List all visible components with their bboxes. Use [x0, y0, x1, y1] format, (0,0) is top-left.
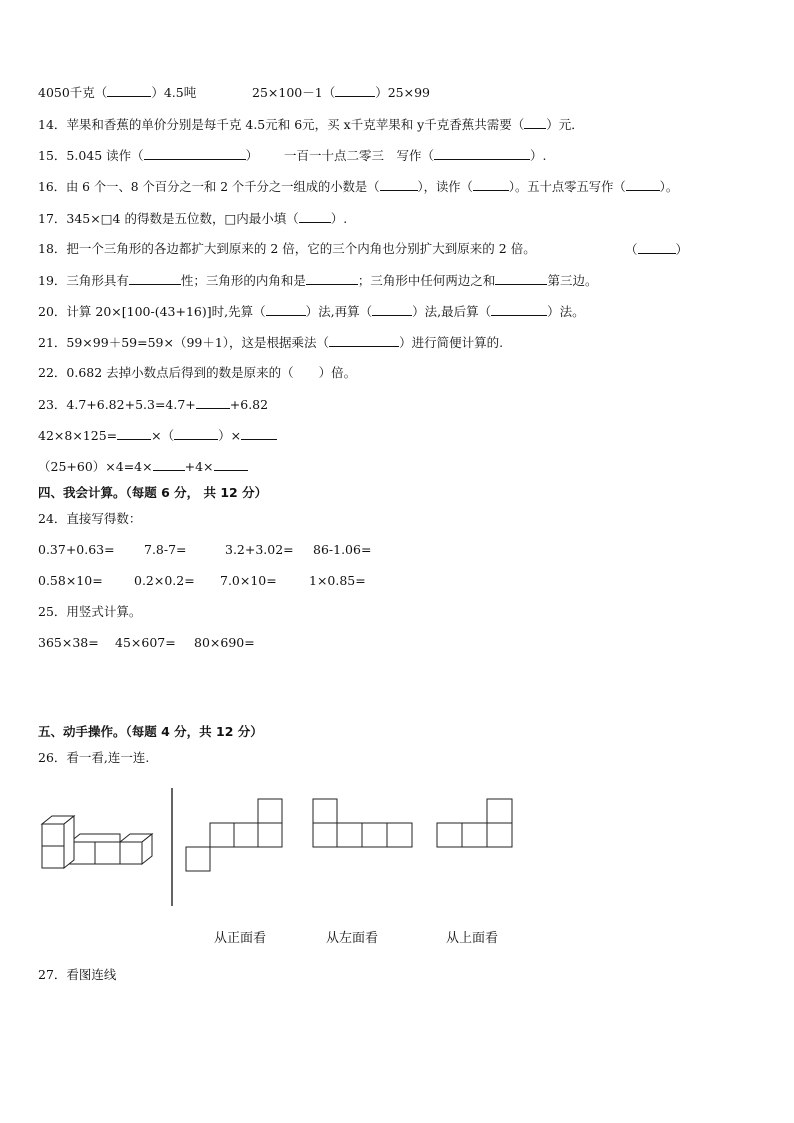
q25-item: 365×38=: [38, 635, 99, 650]
q20-text-2: ）法,再算（: [305, 304, 373, 319]
caption-top-view: 从上面看: [446, 931, 499, 946]
answer-blank[interactable]: [144, 147, 246, 160]
answer-blank[interactable]: [495, 272, 547, 285]
question-18: [38, 241, 536, 257]
answer-blank[interactable]: [380, 178, 418, 191]
q24-item: 0.2×0.2=: [134, 573, 195, 588]
answer-blank[interactable]: [153, 458, 185, 471]
q24-item: 7.0×10=: [220, 573, 277, 588]
q21-text-end: ）进行简便计算的.: [399, 335, 504, 350]
answer-blank[interactable]: [299, 210, 331, 223]
answer-blank[interactable]: [117, 427, 151, 440]
question-21: [38, 334, 503, 351]
view-figure-2: [312, 798, 416, 850]
q14-text-end: ）元．: [546, 117, 584, 132]
q13-middle-text: ）4.5吨: [151, 85, 197, 100]
q19-text-4: 第三边。: [547, 273, 598, 288]
answer-blank[interactable]: [266, 303, 306, 316]
answer-blank[interactable]: [196, 396, 230, 409]
q14-text: 14．苹果和香蕉的单价分别是每千克 4.5元和 6元，买 x千克苹果和 y千克香蕉共需要（: [38, 117, 525, 132]
q24-item: 0.37+0.63=: [38, 542, 115, 557]
q23-line2-text: 42×8×125=: [38, 428, 118, 443]
q23-line2-mid2: ）×: [218, 428, 242, 443]
q17-text: 17．345×□4 的得数是五位数，□内最小填（: [38, 211, 299, 226]
q24-item: 3.2+3.02=: [225, 542, 294, 557]
q20-text-1: 20．计算 20×[100-(43+16)]时,先算（: [38, 304, 266, 319]
q23-text-end: +6.82: [229, 397, 269, 412]
question-15: [38, 147, 258, 164]
q24-item: 1×0.85=: [309, 573, 366, 588]
question-27-title: 27．看图连线: [38, 967, 117, 982]
answer-blank[interactable]: [524, 116, 546, 129]
q15-text: 15．5.045 读作（: [38, 148, 144, 163]
question-25-title: 25．用竖式计算。: [38, 604, 142, 619]
question-23-line-1: [38, 396, 268, 413]
answer-blank[interactable]: [174, 427, 218, 440]
question-15-part-2: [284, 147, 547, 164]
answer-blank[interactable]: [329, 334, 399, 347]
q24-item: 0.58×10=: [38, 573, 103, 588]
q15-part2-close: ）.: [530, 148, 547, 163]
view-figure-1: [184, 798, 284, 874]
section-4-heading: 四、我会计算。（每题 6 分， 共 12 分）: [38, 485, 268, 500]
q19-text-2: 性；三角形的内角和是: [180, 273, 306, 288]
q23-line2-mid: ×（: [151, 428, 175, 443]
q23-text: 23．4.7+6.82+5.3=4.7+: [38, 397, 196, 412]
question-24-title: 24．直接写得数：: [38, 511, 142, 526]
q17-text-end: ）.: [330, 211, 348, 226]
q20-text-3: ）法,最后算（: [412, 304, 492, 319]
question-22: [38, 365, 356, 381]
q20-text-4: ）法。: [547, 304, 585, 319]
answer-blank[interactable]: [335, 84, 375, 97]
paren-left: （: [625, 242, 638, 257]
question-17: [38, 210, 347, 227]
q23-line3-text: （25+60）×4=4×: [38, 459, 153, 474]
answer-blank[interactable]: [434, 147, 530, 160]
caption-left-view: 从左面看: [326, 931, 379, 946]
paren-right: ）: [675, 242, 689, 257]
question-19: [38, 272, 597, 289]
question-13-comparison-2: [252, 84, 430, 101]
caption-front-view: 从正面看: [214, 931, 267, 946]
q19-text-3: ；三角形中任何两边之和: [357, 273, 496, 288]
q23-line3-mid: +4×: [184, 459, 214, 474]
q25-item: 45×607=: [115, 635, 176, 650]
question-26-title: 26．看一看,连一连.: [38, 750, 150, 765]
section-5-heading: 五、动手操作。（每题 4 分，共 12 分）: [38, 724, 263, 739]
q16-text-2: ），读作（: [417, 180, 473, 194]
q15-part2-text: 一百一十点二零三 写作（: [284, 148, 435, 163]
q19-text-1: 19．三角形具有: [38, 273, 129, 288]
q16-text-3: ）。五十点零五写作（: [508, 180, 626, 194]
cube-solid-figure: [40, 820, 160, 876]
q21-text: 21．59×99＋59=59×（99＋1），这是根据乘法（: [38, 335, 330, 350]
q18-answer-paren: [625, 241, 688, 258]
answer-blank[interactable]: [107, 84, 151, 97]
q25-item: 80×690=: [194, 635, 255, 650]
answer-blank[interactable]: [129, 272, 181, 285]
answer-blank[interactable]: [241, 427, 277, 440]
q24-item: 7.8-7=: [144, 542, 187, 557]
q16-text-4: ）。: [659, 180, 679, 194]
answer-blank[interactable]: [214, 458, 248, 471]
question-14: [38, 116, 584, 133]
answer-blank[interactable]: [638, 241, 676, 254]
q22-text: 22．0.682 去掉小数点后得到的数是原来的（ ）倍。: [38, 365, 357, 380]
q13-b-left-text: 25×100－1（: [252, 85, 336, 100]
question-16: [38, 178, 678, 195]
divider-line: [170, 788, 174, 908]
q24-item: 86-1.06=: [313, 542, 372, 557]
question-23-line-3: [38, 458, 248, 475]
q16-text-1: 16．由 6 个一、8 个百分之一和 2 个千分之一组成的小数是（: [38, 180, 380, 194]
question-23-line-2: [38, 427, 277, 444]
answer-blank[interactable]: [306, 272, 358, 285]
answer-blank[interactable]: [626, 178, 660, 191]
answer-blank[interactable]: [491, 303, 547, 316]
q15-text-close: ）: [245, 148, 259, 163]
question-20: [38, 303, 585, 320]
answer-blank[interactable]: [372, 303, 412, 316]
q13-b-right-text: ）25×99: [375, 85, 430, 100]
q13-left-text: 4050千克（: [38, 85, 108, 100]
q18-text: 18．把一个三角形的各边都扩大到原来的 2 倍，它的三个内角也分别扩大到原来的 2 倍。: [38, 241, 536, 256]
answer-blank[interactable]: [473, 178, 509, 191]
view-figure-3: [436, 798, 516, 850]
question-13-line: [38, 84, 196, 101]
